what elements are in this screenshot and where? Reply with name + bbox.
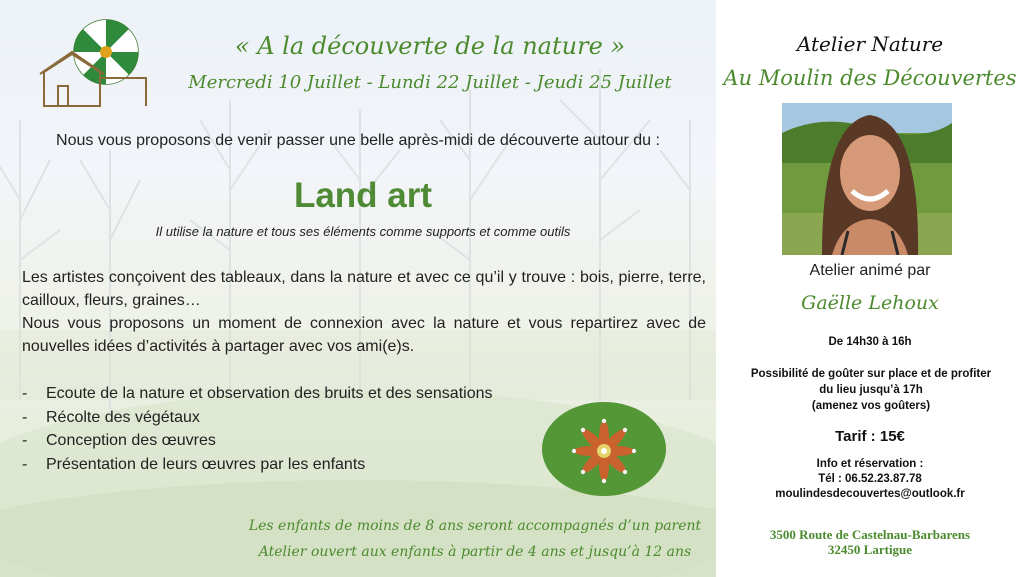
event-dates: Mercredi 10 Juillet - Lundi 22 Juillet - Jeudi 25 Juillet bbox=[188, 72, 672, 93]
event-title: « A la découverte de la nature » bbox=[234, 32, 626, 60]
activity-subtitle: Il utilise la nature et tous ses éléments comme supports et comme outils bbox=[155, 224, 571, 239]
intro-text: Nous vous proposons de venir passer une belle après-midi de découverte autour du : bbox=[56, 132, 660, 149]
activity-title: Land art bbox=[293, 176, 433, 215]
windmill-logo-icon bbox=[38, 14, 156, 110]
description-paragraph-2: Nous vous proposons un moment de connexion avec la nature et vous repartirez avec de nouvelles idées d’activités à partager avec vos ami(e)s. bbox=[22, 315, 706, 355]
list-item: - Conception des œuvres bbox=[22, 432, 216, 449]
host-name: Gaëlle Lehoux bbox=[801, 292, 939, 314]
schedule-time: De 14h30 à 16h bbox=[828, 336, 912, 348]
host-label: Atelier animé par bbox=[809, 262, 931, 279]
price: Tarif : 15€ bbox=[835, 428, 905, 445]
list-item: - Récolte des végétaux bbox=[22, 408, 200, 426]
sidebar-title: Atelier Nature bbox=[796, 32, 944, 56]
description bbox=[22, 266, 706, 358]
footer-note-age: Atelier ouvert aux enfants à partir de 4 ans et jusqu’à 12 ans bbox=[258, 544, 692, 560]
description-paragraph-1: Les artistes conçoivent des tableaux, dans la nature et avec ce qu’il y trouve : bois, pierre, terre, cailloux, fleurs, graines… bbox=[22, 269, 706, 309]
land-art-photo bbox=[542, 402, 666, 496]
email-address: moulindesdecouvertes@outlook.fr bbox=[775, 488, 965, 500]
host-portrait-photo bbox=[782, 103, 952, 255]
info-sidebar bbox=[716, 0, 1024, 577]
sidebar-venue: Au Moulin des Découvertes bbox=[723, 66, 1017, 90]
phone-number: Tél : 06.52.23.87.78 bbox=[818, 473, 922, 485]
snack-info: Possibilité de goûter sur place et de profiter du lieu jusqu’à 17h (amenez vos goûters) bbox=[750, 368, 992, 412]
address: 3500 Route de Castelnau-Barbarens 32450 Lartigue bbox=[769, 527, 971, 557]
contact-heading: Info et réservation : bbox=[816, 458, 924, 470]
footer-note-parent: Les enfants de moins de 8 ans seront accompagnés d’un parent bbox=[248, 518, 702, 534]
list-item: - Présentation de leurs œuvres par les enfants bbox=[22, 455, 366, 473]
contact-info bbox=[716, 457, 1024, 502]
activities-list bbox=[22, 382, 552, 476]
list-item: - Ecoute de la nature et observation des bruits et des sensations bbox=[22, 385, 493, 402]
